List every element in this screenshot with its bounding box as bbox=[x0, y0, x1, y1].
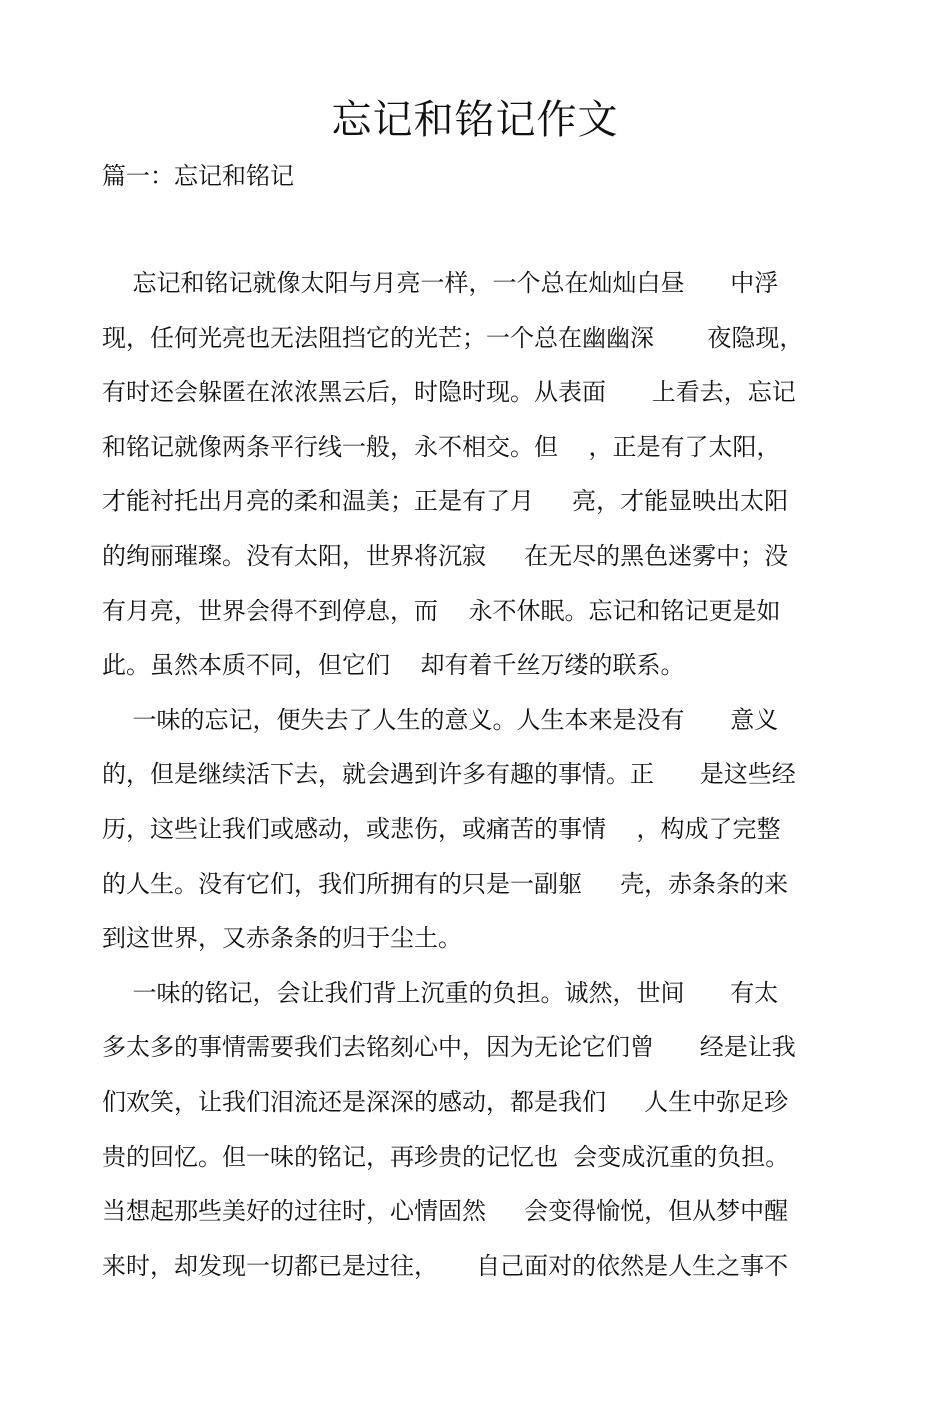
text-line: 的绚丽璀璨。没有太阳，世界将沉寂 在无尽的黑色迷雾中；没 bbox=[102, 541, 789, 570]
text-line: 当想起那些美好的过往时，心情固然 会变得愉悦，但从梦中醒 bbox=[102, 1197, 789, 1226]
text-line: 来时，却发现一切都已是过往， 自己面对的依然是人生之事不 bbox=[102, 1251, 789, 1280]
document-body bbox=[102, 256, 862, 1293]
text-line: 忘记和铭记就像太阳与月亮一样，一个总在灿灿白昼 中浮 bbox=[102, 269, 779, 297]
text-line: 贵的回忆。但一味的铭记，再珍贵的记忆也 会变成沉重的负担。 bbox=[102, 1142, 790, 1171]
text-line: 们欢笑，让我们泪流还是深深的感动，都是我们 人生中弥足珍 bbox=[102, 1087, 789, 1116]
document-subtitle: 篇一：忘记和铭记 bbox=[102, 162, 294, 190]
text-line: 现，任何光亮也无法阻挡它的光芒；一个总在幽幽深 夜隐现， bbox=[102, 323, 804, 352]
text-line: 历，这些让我们或感动，或悲伤，或痛苦的事情 ，构成了完整 bbox=[102, 814, 781, 843]
text-line: 一味的忘记，便失去了人生的意义。人生本来是没有 意义 bbox=[102, 705, 779, 734]
text-line: 的人生。没有它们，我们所拥有的只是一副躯 壳，赤条条的来 bbox=[102, 869, 789, 898]
text-line: 和铭记就像两条平行线一般，永不相交。但 ，正是有了太阳， bbox=[102, 432, 781, 461]
text-line: 有时还会躲匿在浓浓黑云后，时隐时现。从表面 上看去，忘记 bbox=[102, 378, 796, 407]
text-line: 的，但是继续活下去，就会遇到许多有趣的事情。正 是这些经 bbox=[102, 760, 796, 789]
document-title: 忘记和铭记作文 bbox=[331, 97, 619, 143]
text-line: 多太多的事情需要我们去铭刻心中，因为无论它们曾 经是让我 bbox=[102, 1033, 796, 1062]
text-line: 有月亮，世界会得不到停息，而 永不休眠。忘记和铭记更是如 bbox=[102, 596, 781, 625]
text-line: 到这世界，又赤条条的归于尘土。 bbox=[102, 924, 462, 953]
text-line: 一味的铭记，会让我们背上沉重的负担。诚然，世间 有太 bbox=[102, 978, 779, 1007]
text-line: 此。虽然本质不同，但它们 却有着千丝万缕的联系。 bbox=[102, 651, 685, 680]
text-line: 才能衬托出月亮的柔和温美；正是有了月 亮，才能显映出太阳 bbox=[102, 487, 789, 516]
